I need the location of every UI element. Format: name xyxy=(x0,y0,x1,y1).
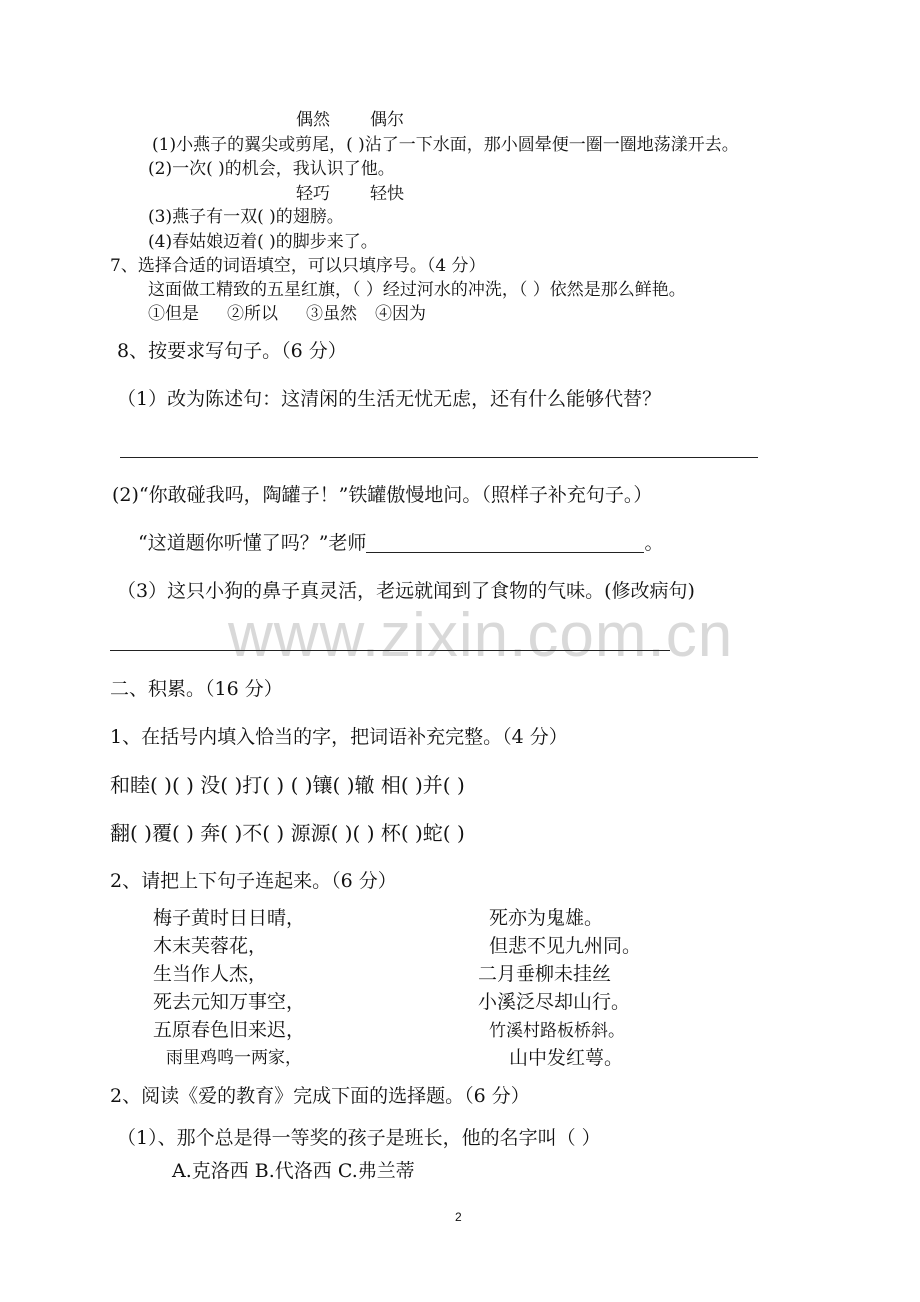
q7-options xyxy=(148,306,426,323)
idiom-row-2: 翻( )覆( ) 奔( )不( ) 源源( )( ) 杯( )蛇( ) xyxy=(110,821,465,845)
q8-example-suffix: 。 xyxy=(644,532,664,554)
answer-blank-2[interactable] xyxy=(366,534,644,553)
q6-sentence-3: (3)燕子有一双( )的翅膀。 xyxy=(148,207,344,227)
q8-part-1: （1）改为陈述句：这清闲的生活无忧无虑，还有什么能够代替？ xyxy=(117,388,662,410)
word-option-ouran: 偶然 xyxy=(296,110,330,130)
poem-right-1[interactable]: 死亦为鬼雄。 xyxy=(489,907,604,929)
idiom-row-1: 和睦( )( ) 没( )打( ) ( )镶( )辙 相( )并( ) xyxy=(110,773,465,797)
q7-sentence: 这面做工精致的五星红旗，（ ）经过河水的冲洗，（ ）依然是那么鲜艳。 xyxy=(148,280,686,300)
section-2-title: 二、积累。（16 分） xyxy=(110,678,283,700)
accumulate-q3-title: 2、阅读《爱的教育》完成下面的选择题。（6 分） xyxy=(110,1085,530,1107)
q8-title: 8、按要求写句子。（6 分） xyxy=(117,340,347,362)
poem-left-4[interactable]: 死去元知万事空， xyxy=(153,991,306,1013)
accumulate-q1-title: 1、在括号内填入恰当的字，把词语补充完整。（4 分） xyxy=(110,726,568,748)
watermark: www.zixin.com.cn xyxy=(228,601,734,670)
word-option-qingqiao: 轻巧 xyxy=(296,184,330,204)
poem-left-1[interactable]: 梅子黄时日日晴， xyxy=(153,907,306,929)
q6-sentence-4: (4)春姑娘迈着( )的脚步来了。 xyxy=(148,232,378,252)
poem-left-2[interactable]: 木末芙蓉花， xyxy=(153,935,268,957)
poem-left-3[interactable]: 生当作人杰， xyxy=(153,963,268,985)
word-option-qingkuai: 轻快 xyxy=(370,184,404,204)
q7-option-1: ①但是 xyxy=(148,304,199,324)
poem-left-6[interactable]: 雨里鸡鸣一两家， xyxy=(166,1048,302,1068)
poem-right-3[interactable]: 二月垂柳未挂丝 xyxy=(478,963,612,985)
page-number: 2 xyxy=(455,1210,462,1224)
reading-question-1-options[interactable]: A.克洛西 B.代洛西 C.弗兰蒂 xyxy=(172,1160,415,1182)
q8-part-3: （3）这只小狗的鼻子真灵活，老远就闻到了食物的气味。(修改病句) xyxy=(117,580,695,602)
answer-line-1[interactable] xyxy=(120,457,758,458)
q7-option-2: ②所以 xyxy=(227,304,278,324)
q7-option-4: ④因为 xyxy=(375,304,426,324)
q6-sentence-1: (1)小燕子的翼尖或剪尾，( )沾了一下水面，那小圆晕便一圈一圈地荡漾开去。 xyxy=(152,135,739,155)
q8-part-2: (2)“你敢碰我吗，陶罐子！”铁罐傲慢地问。（照样子补充句子。） xyxy=(112,484,653,506)
q8-example-prefix: “这道题你听懂了吗？”老师 xyxy=(138,532,367,554)
poem-right-4[interactable]: 小溪泛尽却山行。 xyxy=(478,991,631,1013)
poem-right-2[interactable]: 但悲不见九州同。 xyxy=(489,935,642,957)
poem-right-5[interactable]: 竹溪村路板桥斜。 xyxy=(489,1021,625,1041)
poem-right-6[interactable]: 山中发红萼。 xyxy=(509,1047,624,1069)
poem-left-5[interactable]: 五原春色旧来迟， xyxy=(153,1019,306,1041)
reading-question-1: （1）、那个总是得一等奖的孩子是班长，他的名字叫（ ） xyxy=(117,1127,601,1149)
word-option-ouer: 偶尔 xyxy=(370,110,404,130)
q7-title: 7、选择合适的词语填空，可以只填序号。（4 分） xyxy=(110,256,486,276)
accumulate-q2-title: 2、请把上下句子连起来。（6 分） xyxy=(110,870,397,892)
q6-sentence-2: (2)一次( )的机会，我认识了他。 xyxy=(148,159,395,179)
answer-line-3[interactable] xyxy=(110,650,670,651)
q8-part-2-example xyxy=(138,534,663,553)
q7-option-3: ③虽然 xyxy=(306,304,357,324)
